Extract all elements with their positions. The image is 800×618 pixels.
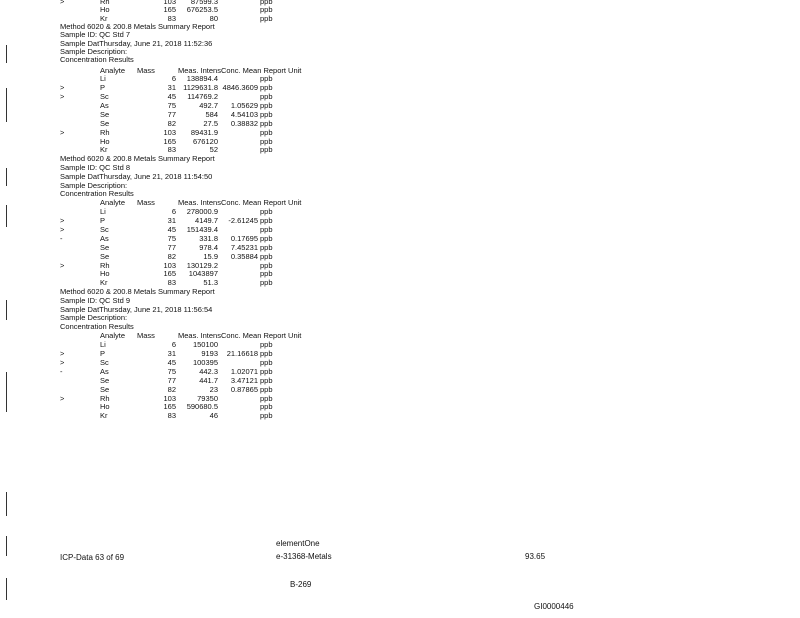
unit-cell: ppb: [260, 83, 273, 92]
unit-cell: ppb: [260, 358, 273, 367]
margin-mark: [6, 536, 10, 556]
mass-cell: 6: [171, 340, 176, 349]
margin-mark: [6, 168, 10, 186]
meas-cell: 676120: [192, 137, 218, 146]
meas-cell: 151439.4: [186, 225, 218, 234]
header-analyte: Analyte: [100, 66, 126, 75]
mass-cell: 83: [167, 14, 176, 23]
unit-cell: ppb: [260, 92, 273, 101]
unit-cell: ppb: [260, 261, 273, 270]
analyte-cell: P: [100, 216, 106, 225]
flag-marker: >: [60, 358, 65, 367]
margin-mark: [6, 372, 10, 412]
unit-cell: ppb: [260, 119, 273, 128]
unit-cell: ppb: [260, 394, 273, 403]
meas-cell: 442.3: [199, 367, 218, 376]
meas-cell: 138894.4: [186, 74, 218, 83]
sample-date: Sample DatThursday, June 21, 2018 11:54:50: [60, 172, 213, 181]
meas-cell: 9193: [201, 349, 218, 358]
margin-mark: [6, 300, 10, 320]
meas-cell: 52: [209, 145, 218, 154]
meas-cell: 15.9: [203, 252, 218, 261]
flag-marker: >: [60, 128, 65, 137]
unit-cell: ppb: [260, 402, 273, 411]
mass-cell: 82: [167, 119, 176, 128]
flag-marker: >: [60, 83, 65, 92]
conc-cell: 0.35884: [230, 252, 258, 261]
conc-cell: 3.47121: [230, 376, 258, 385]
unit-cell: ppb: [260, 234, 273, 243]
conc-cell: 21.16618: [226, 349, 258, 358]
unit-cell: ppb: [260, 252, 273, 261]
unit-cell: ppb: [260, 145, 273, 154]
unit-cell: ppb: [260, 110, 273, 119]
analyte-cell: Rh: [100, 128, 110, 137]
unit-cell: ppb: [260, 14, 273, 23]
meas-cell: 978.4: [199, 243, 218, 252]
analyte-cell: Kr: [100, 278, 108, 287]
mass-cell: 82: [167, 252, 176, 261]
analyte-cell: Rh: [100, 0, 110, 6]
mass-cell: 77: [167, 110, 176, 119]
project-id: e-31368-Metals: [276, 552, 332, 561]
sample-description: Sample Description:: [60, 47, 128, 56]
results-label: Concentration Results: [60, 322, 134, 331]
header-mass: Mass: [137, 66, 155, 75]
meas-cell: 1129631.8: [183, 83, 218, 92]
mass-cell: 45: [167, 225, 176, 234]
conc-cell: 4846.3609: [222, 83, 258, 92]
header-meas-conc-unit: Meas. IntensConc. Mean Report Unit: [178, 66, 302, 75]
header-analyte: Analyte: [100, 331, 126, 340]
analyte-cell: Se: [100, 385, 110, 394]
flag-marker: >: [60, 349, 65, 358]
mass-cell: 165: [163, 137, 176, 146]
unit-cell: ppb: [260, 340, 273, 349]
conc-cell: 7.45231: [230, 243, 258, 252]
unit-cell: ppb: [260, 278, 273, 287]
unit-cell: ppb: [260, 243, 273, 252]
header-meas-conc-unit: Meas. IntensConc. Mean Report Unit: [178, 331, 302, 340]
meas-cell: 46: [209, 411, 218, 420]
meas-cell: 331.8: [199, 234, 218, 243]
conc-cell: 0.38832: [230, 119, 258, 128]
mass-cell: 45: [167, 358, 176, 367]
sample-id: Sample ID: QC Std 8: [60, 163, 131, 172]
unit-cell: ppb: [260, 367, 273, 376]
meas-cell: 79350: [197, 394, 218, 403]
meas-cell: 150100: [192, 340, 218, 349]
header-mass: Mass: [137, 331, 155, 340]
software-name: elementOne: [276, 539, 320, 548]
sample-date: Sample DatThursday, June 21, 2018 11:56:54: [60, 305, 213, 314]
mass-cell: 165: [163, 269, 176, 278]
document-id: GI0000446: [534, 602, 574, 611]
meas-cell: 100395: [192, 358, 218, 367]
analyte-cell: Li: [100, 207, 106, 216]
unit-cell: ppb: [260, 128, 273, 137]
unit-cell: ppb: [260, 207, 273, 216]
unit-cell: ppb: [260, 385, 273, 394]
method-title: Method 6020 & 200.8 Metals Summary Report: [60, 287, 215, 296]
meas-cell: 278000.9: [186, 207, 218, 216]
analyte-cell: Sc: [100, 225, 109, 234]
mass-cell: 77: [167, 243, 176, 252]
meas-cell: 590680.5: [186, 402, 218, 411]
mass-cell: 103: [163, 128, 176, 137]
analyte-cell: Se: [100, 252, 110, 261]
meas-cell: 1043897: [188, 269, 218, 278]
meas-cell: 23: [209, 385, 218, 394]
flag-marker: >: [60, 0, 65, 6]
flag-marker: >: [60, 216, 65, 225]
mass-cell: 165: [163, 5, 176, 14]
mass-cell: 82: [167, 385, 176, 394]
mass-cell: 103: [163, 261, 176, 270]
analyte-cell: Sc: [100, 92, 109, 101]
meas-cell: 51.3: [203, 278, 218, 287]
flag-marker: >: [60, 394, 65, 403]
flag-marker: >: [60, 92, 65, 101]
analyte-cell: Sc: [100, 358, 109, 367]
mass-cell: 103: [163, 394, 176, 403]
bates-number: B-269: [290, 580, 312, 589]
analyte-cell: Kr: [100, 411, 108, 420]
results-label: Concentration Results: [60, 189, 134, 198]
analyte-cell: Rh: [100, 261, 110, 270]
analyte-cell: Se: [100, 243, 110, 252]
conc-cell: 4.54103: [230, 110, 258, 119]
analyte-cell: Se: [100, 376, 110, 385]
method-title: Method 6020 & 200.8 Metals Summary Report: [60, 154, 215, 163]
conc-cell: 0.17695: [230, 234, 258, 243]
mass-cell: 83: [167, 278, 176, 287]
flag-marker: >: [60, 261, 65, 270]
unit-cell: ppb: [260, 349, 273, 358]
mass-cell: 45: [167, 92, 176, 101]
analyte-cell: Kr: [100, 145, 108, 154]
meas-cell: 27.5: [203, 119, 218, 128]
sample-id: Sample ID: QC Std 9: [60, 296, 131, 305]
unit-cell: ppb: [260, 5, 273, 14]
unit-cell: ppb: [260, 0, 273, 6]
meas-cell: 114769.2: [187, 92, 218, 101]
meas-cell: 441.7: [199, 376, 218, 385]
analyte-cell: Ho: [100, 269, 110, 278]
margin-mark: [6, 45, 10, 63]
conc-cell: 1.05629: [230, 101, 258, 110]
mass-cell: 6: [171, 74, 176, 83]
mass-cell: 83: [167, 145, 176, 154]
conc-cell: -2.61245: [228, 216, 258, 225]
analyte-cell: As: [100, 367, 109, 376]
flag-marker: -: [60, 234, 63, 243]
analyte-cell: Ho: [100, 137, 110, 146]
header-meas-conc-unit: Meas. IntensConc. Mean Report Unit: [178, 198, 302, 207]
mass-cell: 31: [167, 83, 176, 92]
results-label: Concentration Results: [60, 55, 134, 64]
unit-cell: ppb: [260, 411, 273, 420]
analyte-cell: As: [100, 234, 109, 243]
meas-cell: 130129.2: [186, 261, 218, 270]
sample-id: Sample ID: QC Std 7: [60, 30, 131, 39]
header-analyte: Analyte: [100, 198, 126, 207]
margin-mark: [6, 88, 10, 122]
meas-cell: 87599.3: [190, 0, 218, 6]
mass-cell: 75: [167, 101, 176, 110]
analyte-cell: Se: [100, 119, 110, 128]
sample-description: Sample Description:: [60, 313, 128, 322]
unit-cell: ppb: [260, 376, 273, 385]
sample-date: Sample DatThursday, June 21, 2018 11:52:36: [60, 39, 213, 48]
icp-data-page: ICP-Data 63 of 69: [60, 553, 125, 562]
header-mass: Mass: [137, 198, 155, 207]
analyte-cell: P: [100, 83, 106, 92]
mass-cell: 165: [163, 402, 176, 411]
flag-marker: -: [60, 367, 63, 376]
margin-mark: [6, 578, 10, 600]
analyte-cell: Se: [100, 110, 110, 119]
unit-cell: ppb: [260, 225, 273, 234]
unit-cell: ppb: [260, 269, 273, 278]
mass-cell: 31: [167, 349, 176, 358]
analyte-cell: Li: [100, 74, 106, 83]
margin-mark: [6, 492, 10, 516]
mass-cell: 75: [167, 234, 176, 243]
conc-cell: 0.87865: [230, 385, 258, 394]
meas-cell: 584: [205, 110, 218, 119]
unit-cell: ppb: [260, 74, 273, 83]
mass-cell: 6: [171, 207, 176, 216]
analyte-cell: Ho: [100, 5, 110, 14]
meas-cell: 89431.9: [190, 128, 218, 137]
analyte-cell: Ho: [100, 402, 110, 411]
page-number: 93.65: [525, 552, 546, 561]
unit-cell: ppb: [260, 137, 273, 146]
analyte-cell: Kr: [100, 14, 108, 23]
analyte-cell: Rh: [100, 394, 110, 403]
unit-cell: ppb: [260, 216, 273, 225]
sample-description: Sample Description:: [60, 181, 128, 190]
method-title: Method 6020 & 200.8 Metals Summary Report: [60, 22, 215, 31]
margin-mark: [6, 205, 10, 227]
meas-cell: 492.7: [199, 101, 218, 110]
unit-cell: ppb: [260, 101, 273, 110]
meas-cell: 4149.7: [195, 216, 218, 225]
conc-cell: 1.02071: [230, 367, 258, 376]
analyte-cell: P: [100, 349, 106, 358]
mass-cell: 103: [163, 0, 176, 6]
mass-cell: 31: [167, 216, 176, 225]
meas-cell: 676253.5: [186, 5, 218, 14]
mass-cell: 83: [167, 411, 176, 420]
mass-cell: 77: [167, 376, 176, 385]
meas-cell: 80: [209, 14, 218, 23]
mass-cell: 75: [167, 367, 176, 376]
analyte-cell: As: [100, 101, 109, 110]
flag-marker: >: [60, 225, 65, 234]
analyte-cell: Li: [100, 340, 106, 349]
